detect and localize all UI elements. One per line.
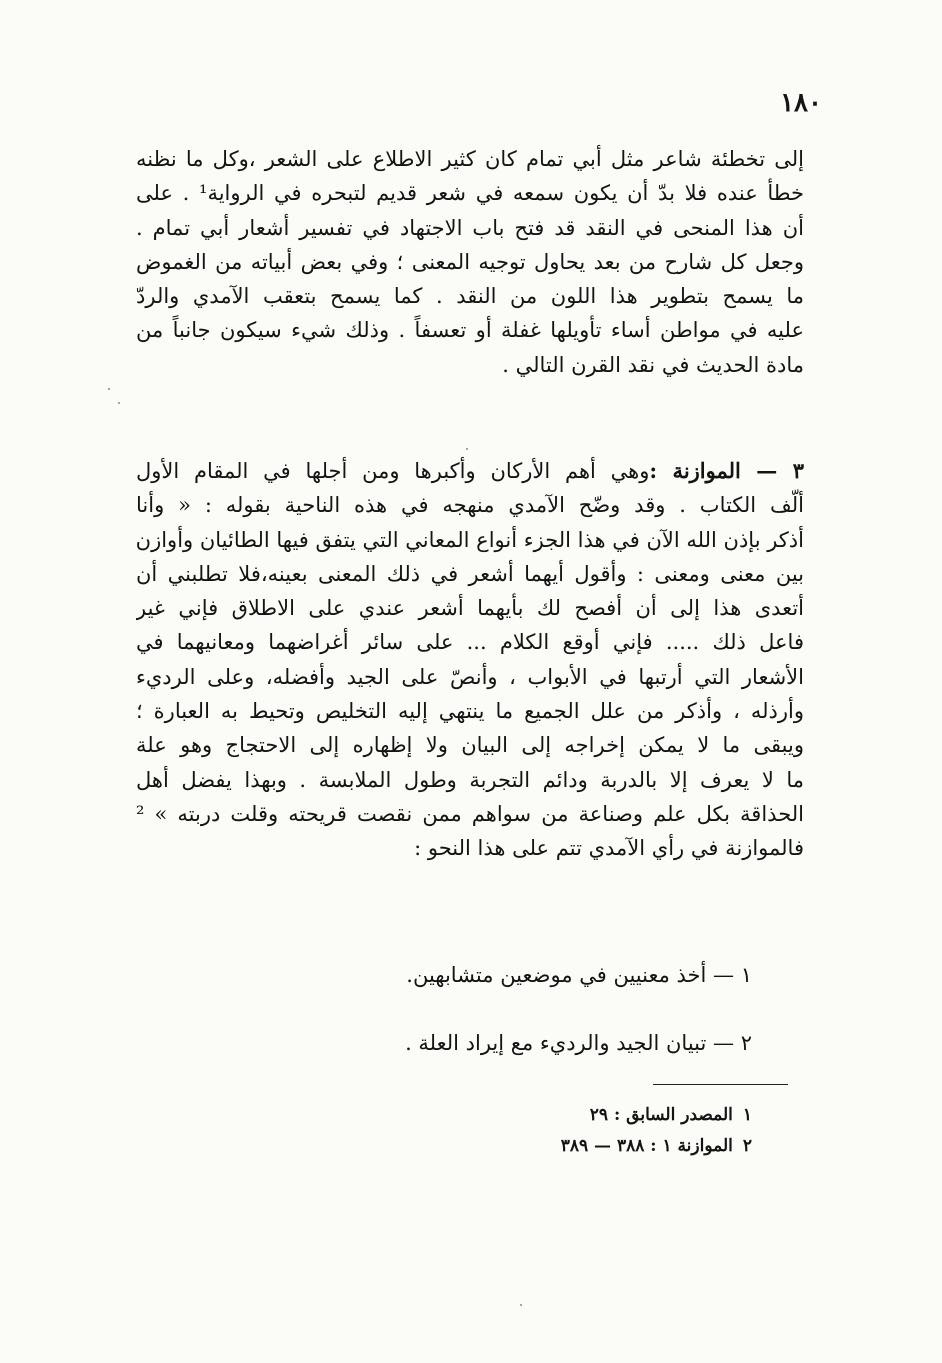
text-line: الأشعار التي أرتبها في الأبواب ، وأنصّ على الجيد وأفضله، وعلى الرديء xyxy=(136,664,804,689)
text-line: وأرذله ، وأذكر من علل الجميع ما ينتهي إليه التخليص وتحيط به العبارة ؛ xyxy=(136,699,804,724)
text-line: أتعدى هذا إلى أن أفصح لك بأيهما أشعر عندي على الاطلاق فإني غير xyxy=(136,596,804,621)
paragraph-1 xyxy=(136,142,804,382)
text-line: ويبقى ما لا يمكن إخراجه إلى البيان ولا إظهاره إلى الاحتجاج وهو علة xyxy=(136,733,804,758)
text-line: وجعل كل شارح من بعد يحاول توجيه المعنى ؛ وفي بعض أبياته من الغموض xyxy=(136,249,804,274)
list-item: ١ — أخذ معنيين في موضعين متشابهين. xyxy=(406,963,752,987)
footnotes xyxy=(561,1100,752,1162)
text-line: عليه في مواطن أساء تأويلها غفلة أو تعسفاً . وذلك شيء سيكون جانباً من xyxy=(136,318,804,343)
text-line: إلى تخطئة شاعر مثل أبي تمام كان كثير الاطلاع على الشعر ،وكل ما نظنه xyxy=(136,147,804,171)
text-line: ما لا يعرف إلا بالدربة ودائم التجربة وطول الملابسة . وبهذا يفضل أهل xyxy=(136,767,804,792)
footnote xyxy=(561,1131,752,1162)
page-number: ١٨٠ xyxy=(780,88,822,118)
text-line: خطأ عنده فلا بدّ أن يكون سمعه في شعر قديم لتبحره في الرواية¹ . على xyxy=(136,181,804,206)
paper-speck xyxy=(520,1304,522,1306)
text-line: فالموازنة في رأي الآمدي تتم على هذا النحو : xyxy=(414,836,804,861)
paper-speck xyxy=(118,402,120,404)
footnote-number: ١ xyxy=(742,1105,752,1125)
list-item: ٢ — تبيان الجيد والرديء مع إيراد العلة . xyxy=(405,1031,752,1055)
text-line: أن هذا المنحى في النقد قد فتح باب الاجتهاد في تفسير أشعار أبي تمام . xyxy=(136,215,804,240)
text-line: ألّف الكتاب . وقد وضّح الآمدي منهجه في هذه الناحية بقوله : « وأنا xyxy=(136,493,804,518)
paper-speck xyxy=(108,388,110,390)
text-line: أذكر بإذن الله الآن في هذا الجزء أنواع المعاني التي يتفق فيها الطائيان وأوازن xyxy=(136,527,804,552)
text-line: مادة الحديث في نقد القرن التالي . xyxy=(502,352,804,377)
text-line: بين معنى ومعنى : وأقول أيهما أشعر في ذلك المعنى بعينه،فلا تطلبني أن xyxy=(136,561,804,586)
text-line: ما يسمح بتطوير هذا اللون من النقد . كما يسمح بتعقب الآمدي والردّ xyxy=(136,284,804,309)
paragraph-2 xyxy=(136,454,804,866)
paper-speck xyxy=(466,448,468,450)
footnote-number: ٢ xyxy=(742,1136,752,1156)
footnote-text: المصدر السابق : ٢٩ xyxy=(589,1105,733,1125)
footnote xyxy=(561,1100,752,1131)
text-line: فاعل ذلك ..... فإني أوقع الكلام ... على سائر أغراضهما ومعانيهما في xyxy=(136,630,804,655)
text-line: وهي أهم الأركان وأكبرها ومن أجلها في المقام الأول xyxy=(136,459,650,483)
text-line: الحذاقة بكل علم وصناعة من سواهم ممن نقصت قريحته وقلت دربته » ² xyxy=(136,801,804,826)
footnote-divider xyxy=(653,1084,788,1085)
section-heading: ٣ — الموازنة : xyxy=(649,458,804,483)
footnote-text: الموازنة ١ : ٣٨٨ — ٣٨٩ xyxy=(560,1136,733,1156)
text-line-lead xyxy=(136,454,804,488)
